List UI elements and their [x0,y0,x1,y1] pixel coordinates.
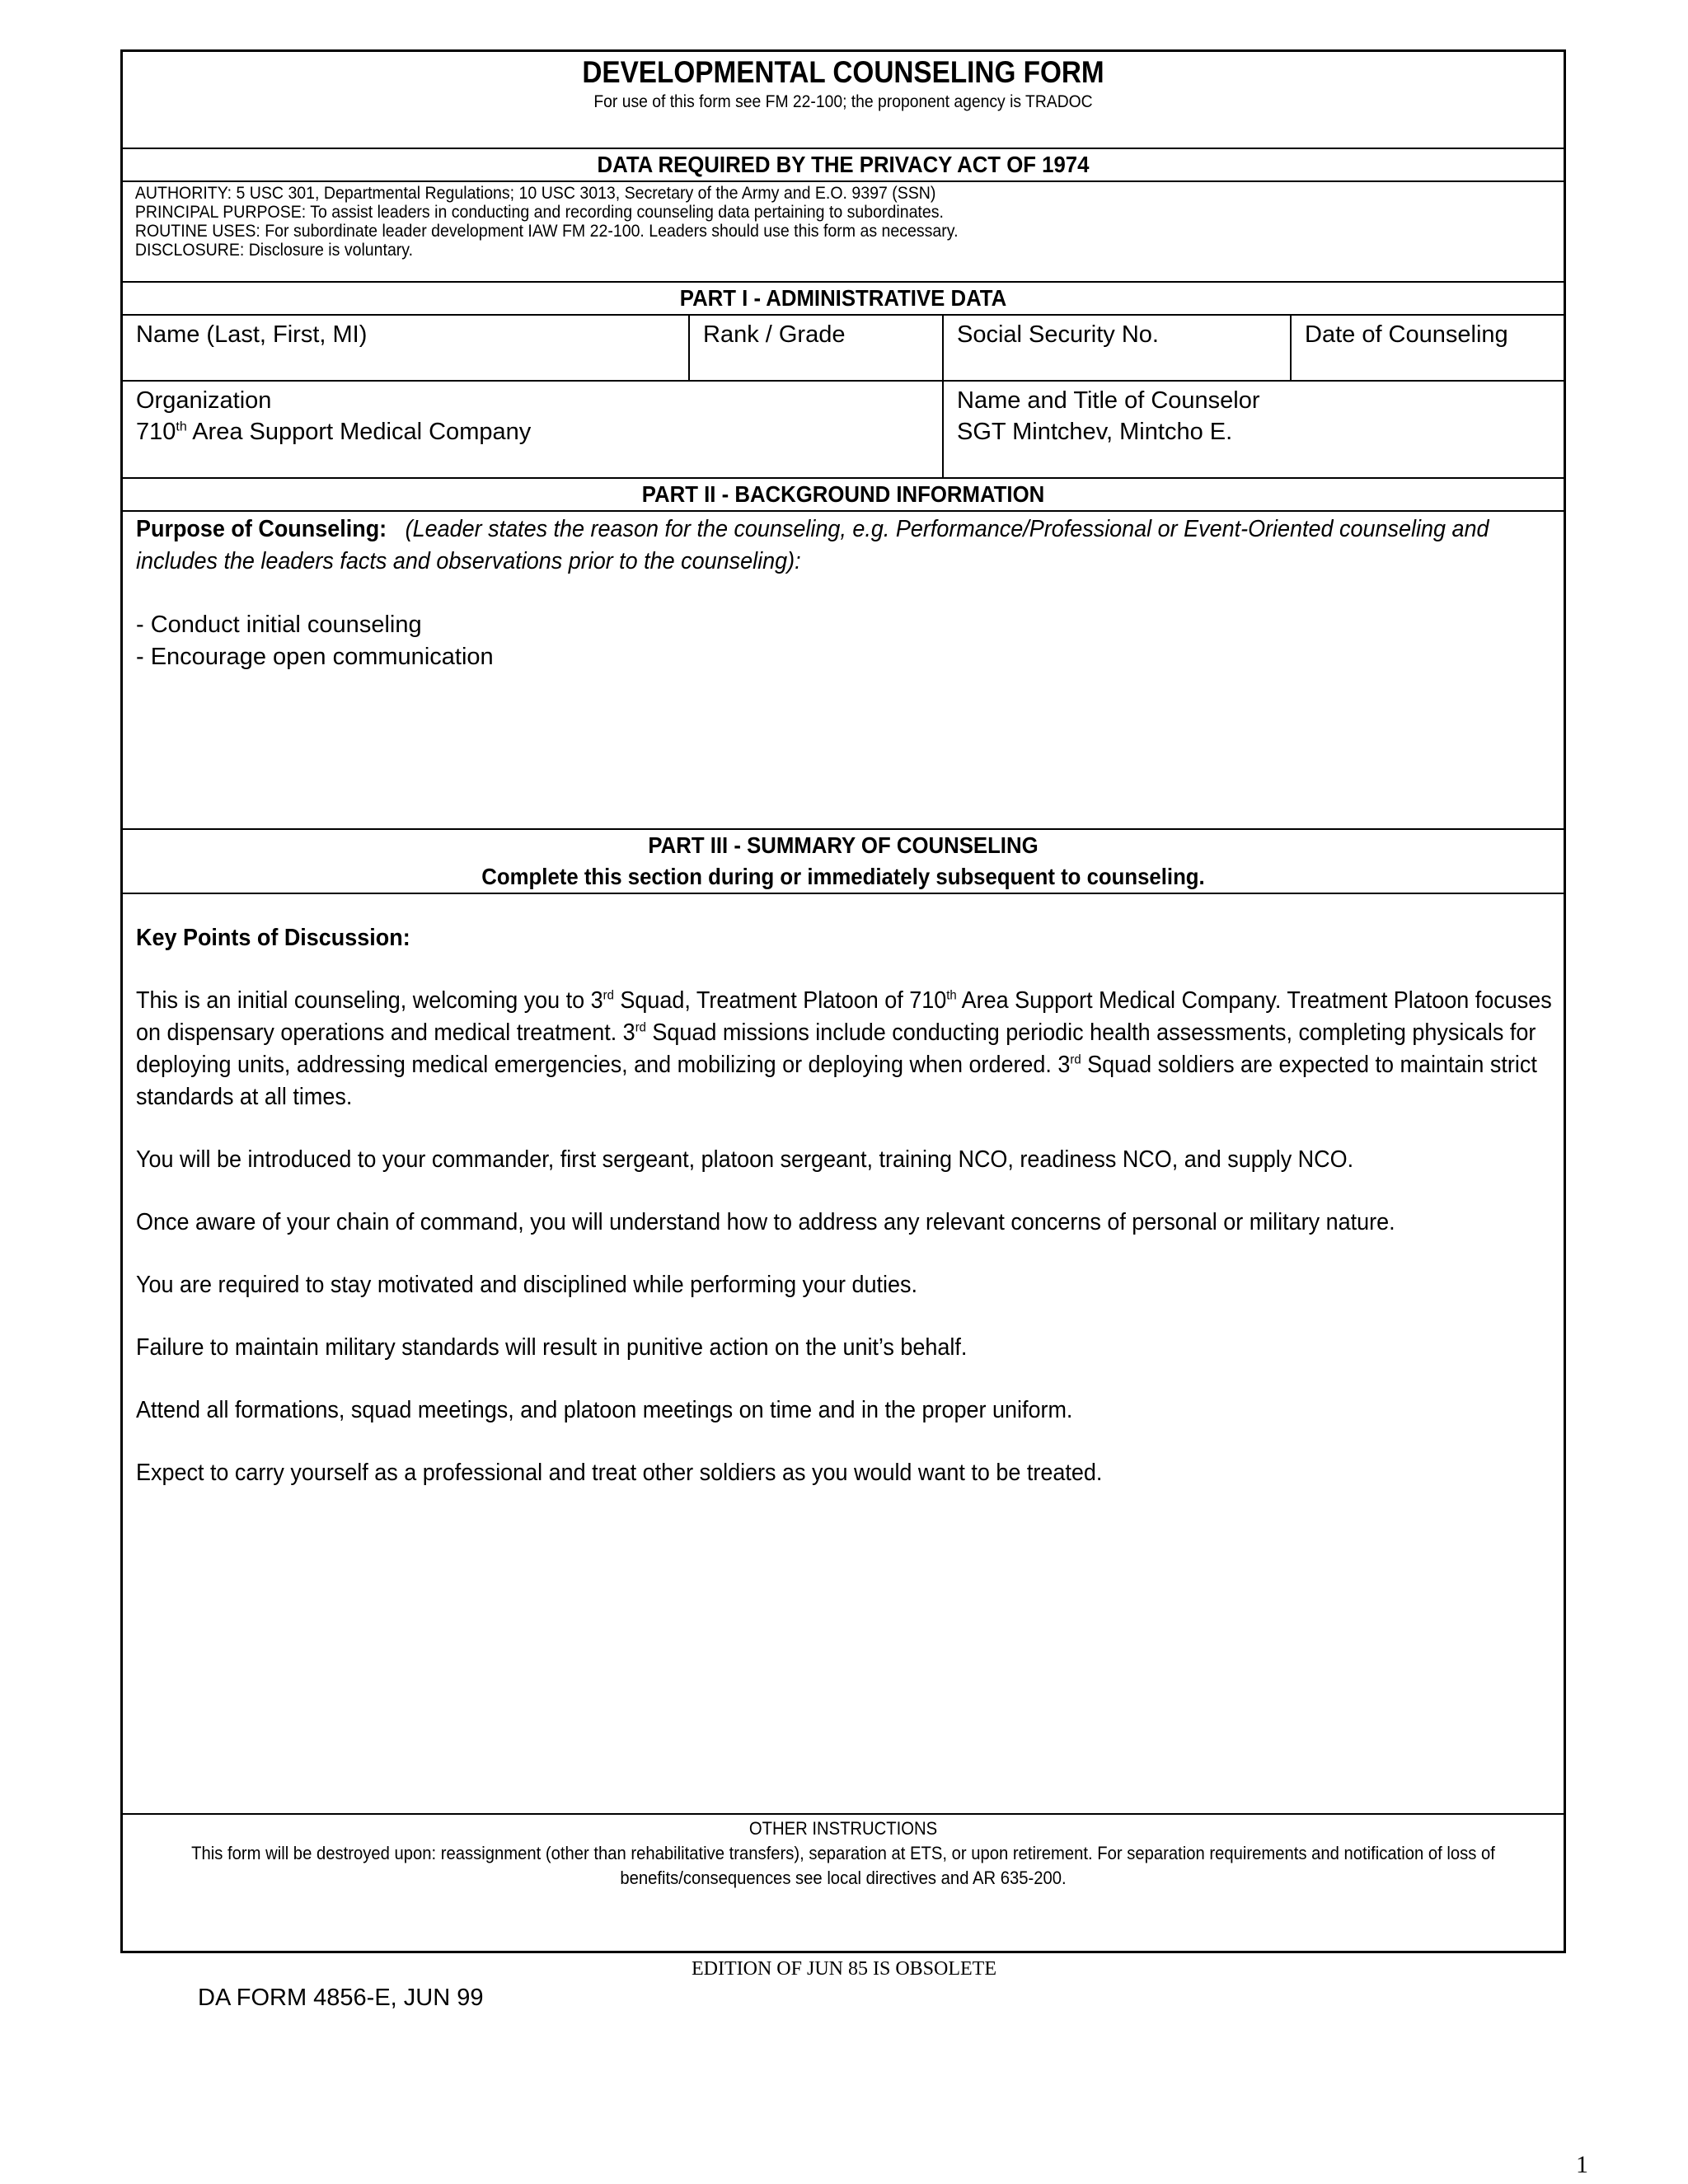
privacy-purpose: PRINCIPAL PURPOSE: To assist leaders in conducting and recording counseling data pertaining to subordinates. [134,203,944,222]
ssn-label: Social Security No. [957,321,1159,348]
purpose-item-1: - Conduct initial counseling [136,612,422,638]
key-point-paragraph-6: Attend all formations, squad meetings, and platoon meetings on time and in the proper uniform. [136,1397,1073,1423]
form-subtitle: For use of this form see FM 22-100; the proponent agency is TRADOC [593,92,1093,111]
page-number: 1 [1576,2151,1588,2178]
ssn-field[interactable] [942,316,1290,380]
part2-heading: PART II - BACKGROUND INFORMATION [641,481,1045,507]
counselor-label: Name and Title of Counselor [957,387,1260,414]
privacy-heading-row [123,148,1564,180]
other-instructions-section [123,1813,1564,1951]
key-point-paragraph-3: Once aware of your chain of command, you will understand how to address any relevant concerns of personal or military nature. [136,1209,1395,1235]
part2-heading-row [123,477,1564,510]
name-field[interactable] [123,316,688,380]
key-points-label: Key Points of Discussion: [136,925,410,951]
privacy-block [123,180,1564,281]
summary-section[interactable] [123,893,1564,1813]
key-point-paragraph-4: You are required to stay motivated and disciplined while performing your duties. [136,1272,917,1298]
edition-note: EDITION OF JUN 85 IS OBSOLETE [692,1958,996,1980]
purpose-instructions: (Leader states the reason for the counseling, e.g. Performance/Professional or Event-Oriented counseling and includes the leaders facts and observations prior to the counseling): [136,516,1489,574]
part3-heading-row [123,828,1564,893]
date-field[interactable] [1290,316,1566,380]
admin-row-1 [123,314,1564,380]
key-point-paragraph-1: This is an initial counseling, welcoming you to 3rd Squad, Treatment Platoon of 710th Area Support Medical Company. Treatment Platoon focuses on dispensary operations and medical treatment. 3rd Squad missions include conducting periodic health assessments, completing physicals for deploying units, addressing medical emergencies, and mobilizing or deploying when ordered. 3rd Squad soldiers are expected to maintain strict standards at all times. [136,987,1552,1110]
part1-heading-row [123,281,1564,314]
rank-field[interactable] [688,316,942,380]
key-point-paragraph-2: You will be introduced to your commander, first sergeant, platoon sergeant, training NCO, readiness NCO, and supply NCO. [136,1146,1354,1173]
part3-heading: PART III - SUMMARY OF COUNSELING [648,832,1039,858]
other-instructions-text: This form will be destroyed upon: reassignment (other than rehabilitative transfers), separation at ETS, or upon retirement. For separation requirements and notification of loss of benefits/consequences see local directives and AR 635-200. [191,1843,1495,1888]
key-point-paragraph-7: Expect to carry yourself as a professional and treat other soldiers as you would want to be treated. [136,1460,1103,1486]
counselor-value: SGT Mintchev, Mintcho E. [957,419,1233,445]
part3-subheading: Complete this section during or immediately subsequent to counseling. [481,864,1205,889]
purpose-item-2: - Encourage open communication [136,644,494,670]
admin-row-2 [123,380,1564,477]
organization-value: 710th Area Support Medical Company [136,419,532,445]
date-label: Date of Counseling [1305,321,1508,348]
privacy-heading: DATA REQUIRED BY THE PRIVACY ACT OF 1974 [597,152,1090,177]
form-number: DA FORM 4856-E, JUN 99 [198,1985,484,2011]
privacy-authority: AUTHORITY: 5 USC 301, Departmental Regulations; 10 USC 3013, Secretary of the Army and E.O. 9397 (SSN) [134,184,936,203]
purpose-of-counseling [136,513,1562,578]
purpose-label: Purpose of Counseling: [136,516,387,542]
rank-label: Rank / Grade [703,321,846,348]
form-header [123,52,1564,148]
organization-field[interactable] [123,382,942,477]
background-section[interactable] [123,510,1564,828]
key-point-paragraph-5: Failure to maintain military standards will result in punitive action on the unit’s behalf. [136,1334,968,1361]
form-title: DEVELOPMENTAL COUNSELING FORM [582,55,1104,89]
name-label: Name (Last, First, MI) [136,321,368,348]
part1-heading: PART I - ADMINISTRATIVE DATA [679,285,1007,311]
privacy-disclosure: DISCLOSURE: Disclosure is voluntary. [134,241,414,260]
counselor-field[interactable] [942,382,1566,477]
privacy-routine-uses: ROUTINE USES: For subordinate leader development IAW FM 22-100. Leaders should use this form as necessary. [134,222,959,241]
other-instructions-heading: OTHER INSTRUCTIONS [748,1818,938,1839]
counseling-form [120,49,1566,1953]
organization-label: Organization [136,387,272,414]
